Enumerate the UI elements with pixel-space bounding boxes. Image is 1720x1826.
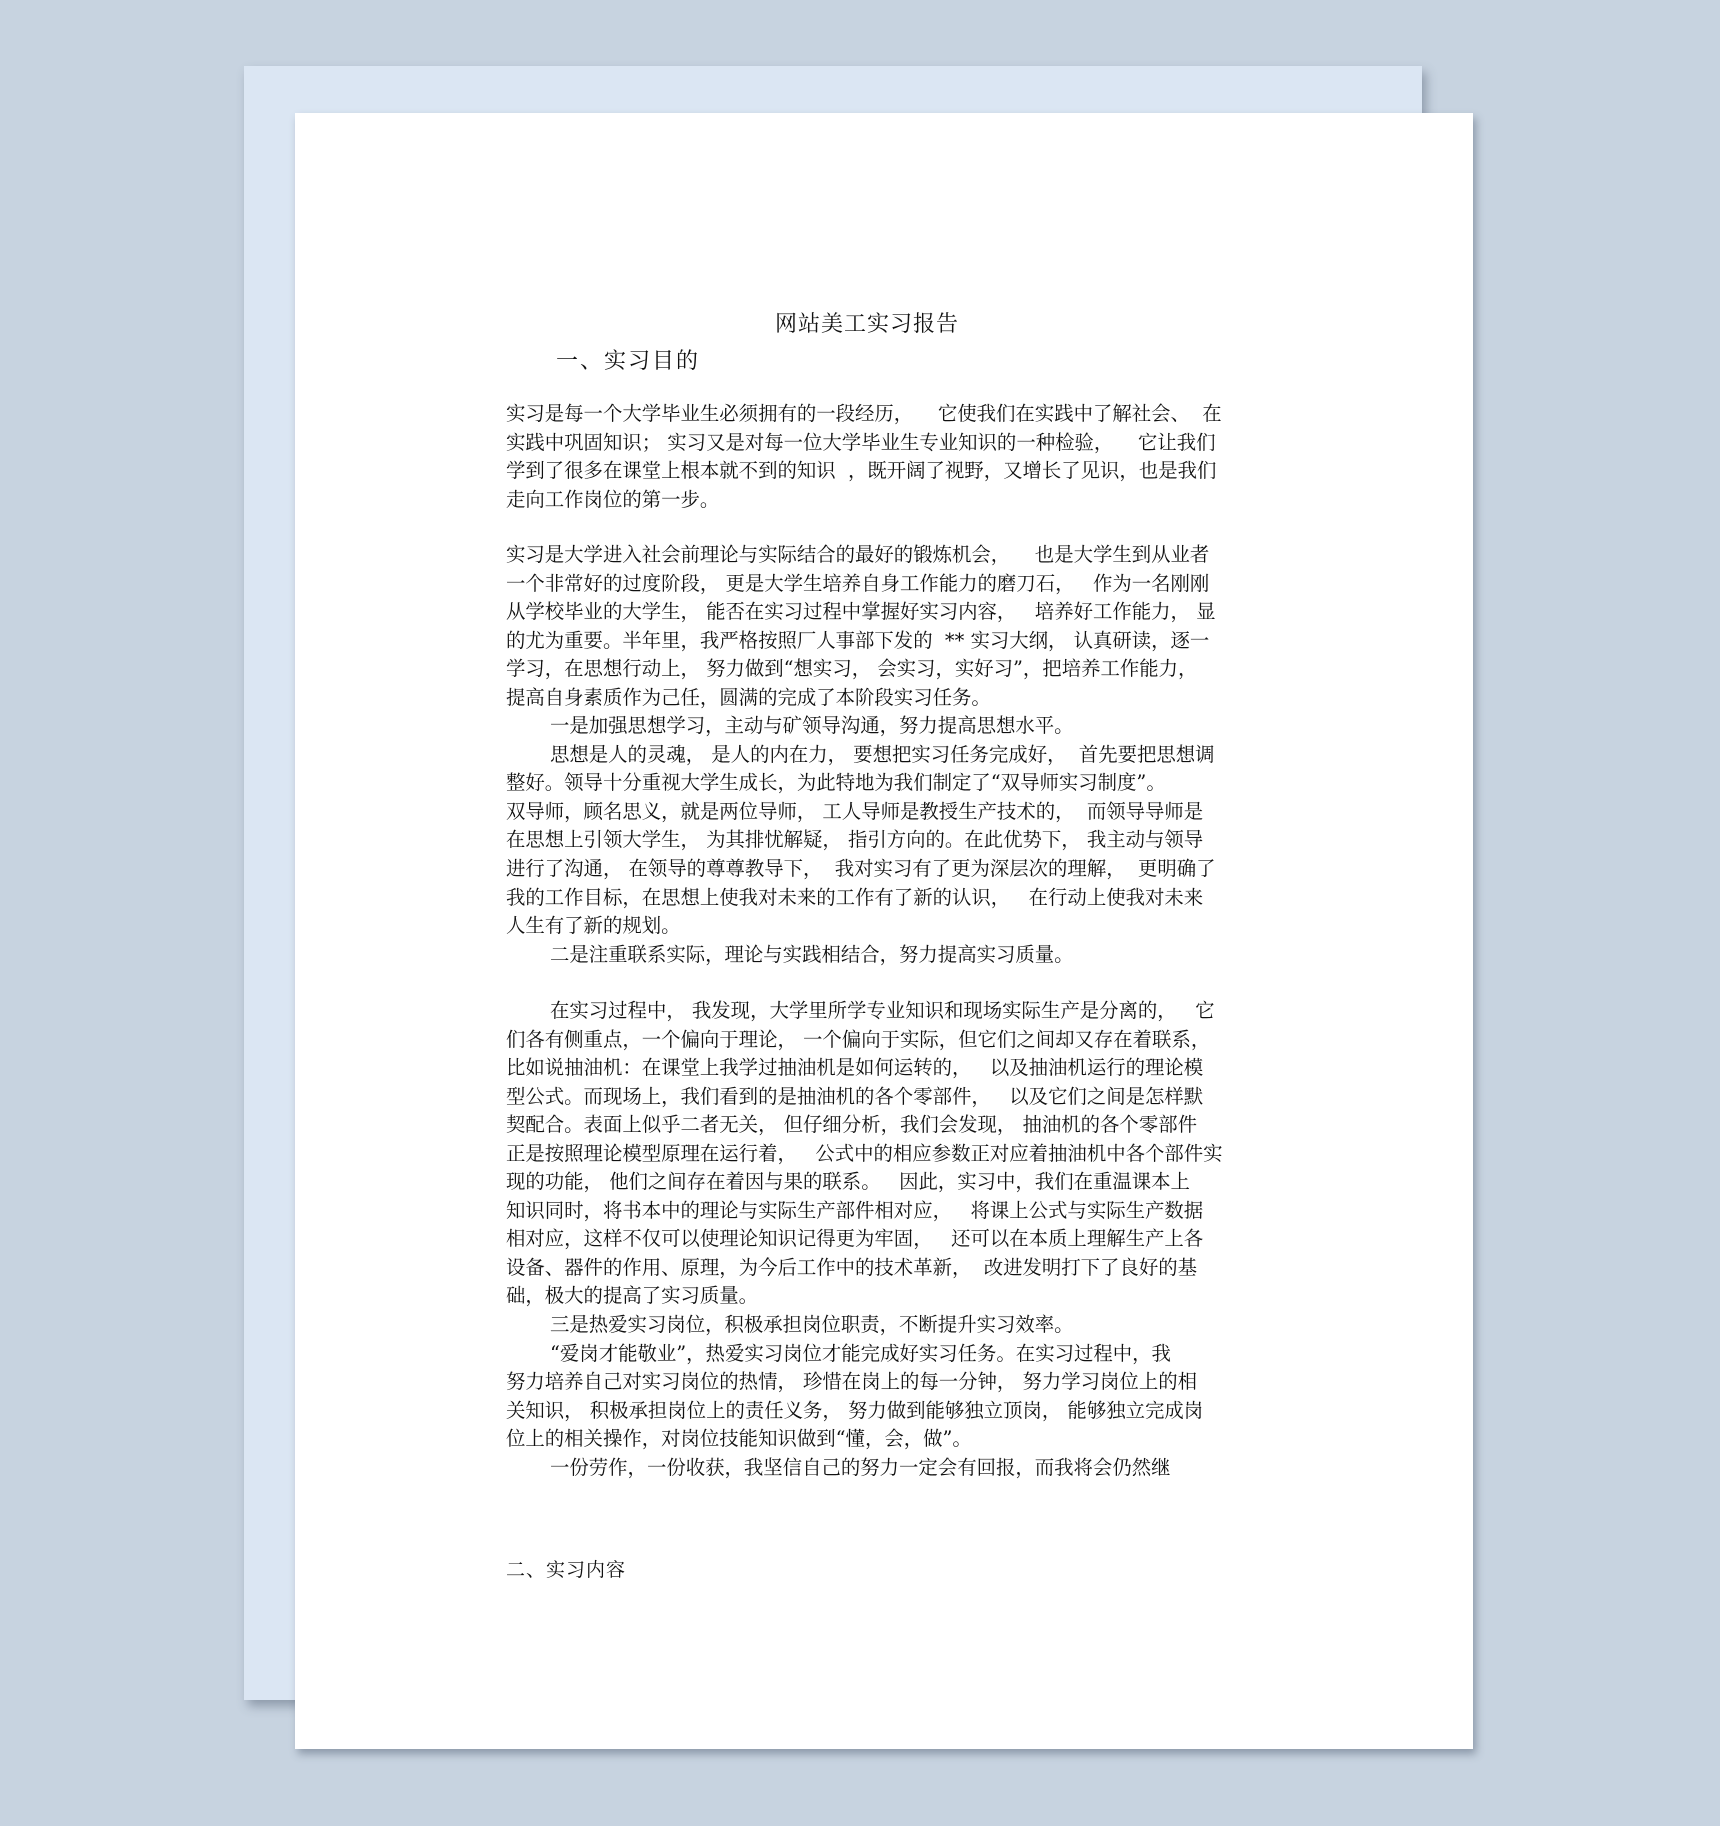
point-title: 一是加强思想学习，主动与矿领导沟通，努力提高思想水平。 [550, 714, 1074, 738]
text-line: 实习是大学进入社会前理论与实际结合的最好的锻炼机会， 也是大学生到从业者 [506, 543, 1210, 566]
text-line: 人生有了新的规划。 [506, 914, 681, 938]
text-line: 位上的相关操作，对岗位技能知识做到“懂，会，做”。 [506, 1427, 972, 1451]
text-line: 进行了沟通， 在领导的尊尊教导下， 我对实习有了更为深层次的理解， 更明确了 [506, 857, 1216, 881]
paragraph-main [506, 541, 1258, 969]
text-line: 相对应，这样不仅可以使理论知识记得更为牢固， 还可以在本质上理解生产上各 [506, 1227, 1204, 1251]
section-heading-purpose: 一、实习目的 [556, 349, 701, 374]
text-line: 在思想上引领大学生， 为其排忧解疑， 指引方向的。在此优势下， 我主动与领导 [506, 828, 1204, 852]
text-line: 双导师，顾名思义，就是两位导师， 工人导师是教授生产技术的， 而领导导师是 [506, 799, 1204, 823]
point-title: 二是注重联系实际，理论与实践相结合，努力提高实习质量。 [550, 942, 1074, 966]
text-line: 走向工作岗位的第一步。 [506, 487, 720, 511]
text-line: 关知识， 积极承担岗位上的责任义务， 努力做到能够独立顶岗， 能够独立完成岗 [506, 1398, 1204, 1422]
document-title: 网站美工实习报告 [774, 312, 959, 337]
text-line: 整好。领导十分重视大学生成长，为此特地为我们制定了“双导师实习制度”。 [506, 771, 1166, 795]
text-line: 在实习过程中， 我发现，大学里所学专业知识和现场实际生产是分离的， 它 [550, 999, 1215, 1022]
text-line: 我的工作目标，在思想上使我对未来的工作有了新的认识， 在行动上使我对未来 [506, 885, 1204, 909]
text-line: 现的功能， 他们之间存在着因与果的联系。 因此，实习中，我们在重温课本上 [506, 1170, 1190, 1194]
text-line: 学习，在思想行动上， 努力做到“想实习， 会实习，实好习”，把培养工作能力， [506, 657, 1198, 681]
text-line: 一个非常好的过度阶段， 更是大学生培养自身工作能力的磨刀石， 作为一名刚刚 [506, 571, 1210, 595]
text-line: 实践中巩固知识； 实习又是对每一位大学毕业生专业知识的一种检验， 它让我们 [506, 430, 1216, 454]
closing-line: 一份劳作，一份收获，我坚信自己的努力一定会有回报，而我将会仍然继 [550, 1455, 1171, 1479]
text-line: 思想是人的灵魂， 是人的内在力， 要想把实习任务完成好， 首先要把思想调 [550, 742, 1215, 766]
text-line: 契配合。表面上似乎二者无关， 但仔细分析，我们会发现， 抽油机的各个零部件 [506, 1113, 1197, 1137]
text-line: 正是按照理论模型原理在运行着， 公式中的相应参数正对应着抽油机中各个部件实 [506, 1141, 1223, 1165]
paragraph-intro [506, 400, 1258, 514]
section-heading-content: 二、实习内容 [506, 1559, 627, 1581]
text-line: 础，极大的提高了实习质量。 [506, 1284, 759, 1308]
paragraph-practice [506, 997, 1258, 1482]
text-line: 的尤为重要。半年里，我严格按照厂人事部下发的 ** 实习大纲， 认真研读，逐一 [506, 628, 1210, 652]
text-line: 知识同时，将书本中的理论与实际生产部件相对应， 将课上公式与实际生产数据 [506, 1198, 1204, 1222]
text-line: 实习是每一个大学毕业生必须拥有的一段经历， 它使我们在实践中了解社会、 在 [506, 402, 1222, 425]
text-line: 比如说抽油机：在课堂上我学过抽油机是如何运转的， 以及抽油机运行的理论模 [506, 1056, 1204, 1080]
text-line: 设备、器件的作用、原理，为今后工作中的技术革新， 改进发明打下了良好的基 [506, 1255, 1197, 1279]
text-line: 们各有侧重点，一个偏向于理论， 一个偏向于实际，但它们之间却又存在着联系， [506, 1027, 1211, 1051]
text-line: 从学校毕业的大学生， 能否在实习过程中掌握好实习内容， 培养好工作能力， 显 [506, 600, 1216, 624]
text-line: “爱岗才能敬业”，热爱实习岗位才能完成好实习任务。在实习过程中，我 [550, 1341, 1171, 1365]
text-line: 努力培养自己对实习岗位的热情， 珍惜在岗上的每一分钟， 努力学习岗位上的相 [506, 1370, 1197, 1394]
text-line: 学到了很多在课堂上根本就不到的知识 ，既开阔了视野，又增长了见识，也是我们 [506, 459, 1217, 483]
text-line: 型公式。而现场上，我们看到的是抽油机的各个零部件， 以及它们之间是怎样默 [506, 1084, 1204, 1108]
point-title: 三是热爱实习岗位，积极承担岗位职责，不断提升实习效率。 [550, 1313, 1074, 1337]
text-line: 提高自身素质作为己任，圆满的完成了本阶段实习任务。 [506, 685, 991, 709]
